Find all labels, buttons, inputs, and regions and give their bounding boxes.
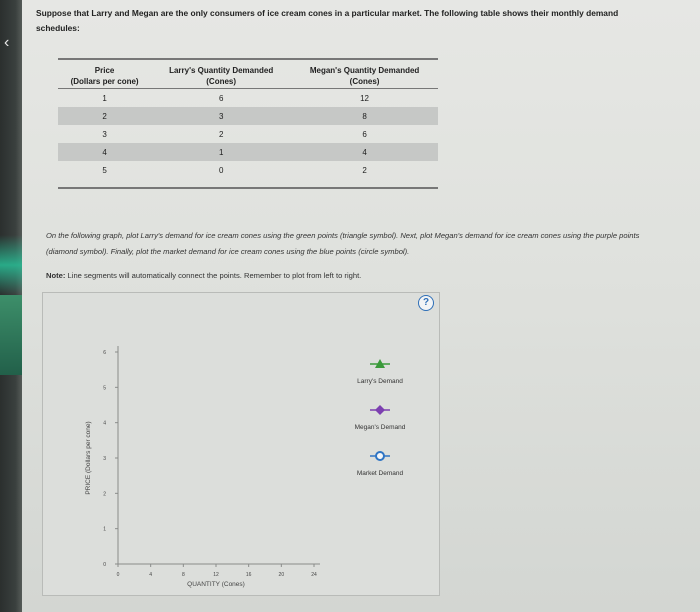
col-header-larry: Larry's Quantity Demanded (Cones) <box>151 64 291 89</box>
y-tick-label: 3 <box>103 456 106 462</box>
price-cell: 5 <box>102 165 107 175</box>
note-label: Note: <box>46 271 66 280</box>
y-tick-label: 5 <box>103 385 106 392</box>
megan-quantity-cell: 4 <box>291 143 438 161</box>
side-thumbnail <box>0 295 22 375</box>
x-tick-label: 0 <box>116 572 120 578</box>
intro-text: Suppose that Larry and Megan are the only consumers of ice cream cones in a particular market. The following table shows their monthly demand schedules: <box>36 8 619 33</box>
x-tick-label: 24 <box>311 572 317 578</box>
bezel-glow <box>0 235 22 295</box>
price-cell: 2 <box>58 107 151 125</box>
circle-icon <box>376 452 384 460</box>
note-text <box>46 271 666 280</box>
megan-quantity-cell: 8 <box>291 107 438 125</box>
legend-label: Market Demand <box>356 470 404 477</box>
legend-label: Larry's Demand <box>357 378 403 385</box>
y-tick-label: 4 <box>103 420 106 427</box>
graph-ticks <box>85 350 317 588</box>
chevron-left-icon[interactable]: ‹ <box>4 34 10 51</box>
x-tick-label: 8 <box>181 572 185 578</box>
y-axis-label: PRICE (Dollars per cone) <box>85 421 92 495</box>
graph-instructions: On the following graph, plot Larry's demand for ice cream cones using the green points (triangle symbol). Next, plot Megan's demand for ice cream cones using the purple points (diamond symbol). Finally, plot the market demand for ice cream cones using the blue points (circle symbol). <box>46 231 640 256</box>
price-cell: 3 <box>102 129 107 139</box>
graph-axes <box>118 346 320 564</box>
demand-graph[interactable] <box>44 292 440 594</box>
larry-quantity-cell: 0 <box>218 165 224 175</box>
table-row <box>58 161 438 179</box>
table-row <box>58 125 438 143</box>
y-tick-label: 1 <box>103 526 106 533</box>
x-tick-label: 16 <box>245 572 252 578</box>
megan-quantity-cell: 2 <box>362 165 367 175</box>
table-row <box>58 89 438 108</box>
price-cell: 1 <box>102 93 107 103</box>
legend-item[interactable] <box>357 452 404 477</box>
question-page <box>22 0 700 612</box>
x-axis-label: QUANTITY (Cones) <box>187 581 245 588</box>
table-row <box>58 107 438 125</box>
legend-label: Megan's Demand <box>354 424 406 431</box>
legend-item[interactable] <box>357 359 403 385</box>
note-body: Line segments will automatically connect the points. Remember to plot from left to right. <box>67 271 362 280</box>
demand-schedule-table <box>58 58 438 189</box>
larry-quantity-cell: 2 <box>218 129 224 139</box>
megan-quantity-cell: 12 <box>360 93 370 103</box>
larry-quantity-cell: 3 <box>151 107 291 125</box>
x-tick-label: 20 <box>278 572 285 578</box>
y-tick-label: 6 <box>103 350 106 356</box>
col-header-megan: Megan's Quantity Demanded (Cones) <box>291 64 438 89</box>
larry-quantity-cell: 6 <box>218 93 224 103</box>
megan-quantity-cell: 6 <box>362 129 367 139</box>
larry-quantity-cell: 1 <box>151 143 291 161</box>
table-row <box>58 143 438 161</box>
y-tick-label: 0 <box>103 562 106 568</box>
diamond-icon <box>375 405 385 415</box>
x-tick-label: 12 <box>213 572 219 578</box>
graph-legend <box>355 359 406 477</box>
y-tick-label: 2 <box>103 491 106 498</box>
legend-item[interactable] <box>355 405 406 431</box>
screen-bezel <box>0 0 22 612</box>
price-cell: 4 <box>58 143 151 161</box>
col-header-price: Price (Dollars per cone) <box>58 64 151 89</box>
x-tick-label: 4 <box>149 572 153 578</box>
help-icon[interactable]: ? <box>418 295 434 311</box>
